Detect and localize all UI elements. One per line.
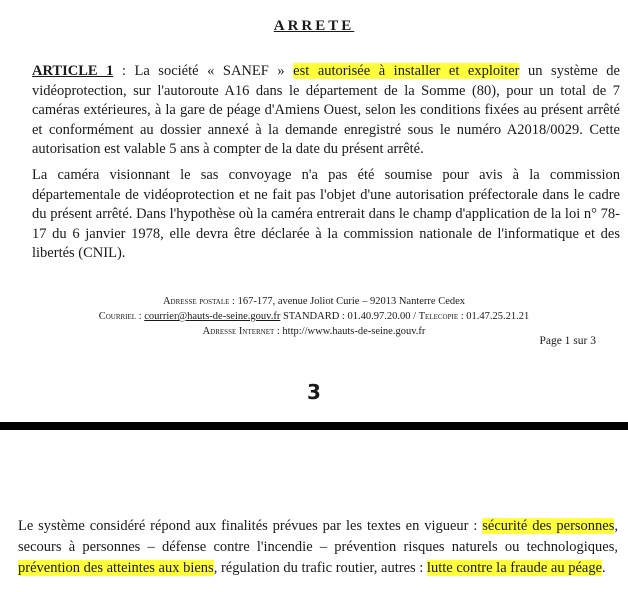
address-label: Adresse postale — [162, 296, 230, 307]
article-text-2: un système de vidéoprotection, sur l'autoroute A16 dans le département de la Somme (80), pour un total de 7 caméras extérieures, à la gare de péage d'Amiens Ouest, selon les conditions fixées au présent arrêté et conformément au dossier annexé à la demande enregistré sous le numéro A2018/0029. Cette autorisation est valable 5 ans à compter de la date du présent arrêté. — [32, 63, 620, 157]
address-value: : 167-177, avenue Joliot Curie – 92013 Nanterre Cedex — [229, 296, 466, 307]
internet-value: : http://www.hauts-de-seine.gouv.fr — [274, 326, 426, 337]
finalites-text-3: , régulation du trafic routier, autres : — [213, 560, 427, 576]
prefecture-footer — [0, 294, 628, 339]
highlight-authorisation: est autorisée à installer et exploiter — [293, 63, 520, 79]
finalites-text-4: . — [602, 560, 606, 576]
finalites-text-1: Le système considéré répond aux finalités prévues par les textes en vigueur : — [18, 518, 483, 534]
footer-address-line — [0, 294, 628, 309]
highlight-fraude: lutte contre la fraude au péage — [426, 560, 603, 576]
page-number: Page 1 sur 3 — [539, 335, 596, 347]
finalites-text-2: , secours à personnes – défense contre l'incendie – prévention risques naturels ou technologiques, — [18, 518, 619, 555]
article-label: ARTICLE 1 — [32, 63, 114, 79]
camera-paragraph: La caméra visionnant le sas convoyage n'a pas été soumise pour avis à la commission départementale de vidéoprotection et ne fait pas l'objet d'une autorisation préfectorale dans le cadre du présent arrêté. Dans l'hypothèse où la caméra entrerait dans le champ d'application de la loi n° 78-17 du 6 janvier 1978, elle devra être déclarée à la commission nationale de l'informatique et des libertés (CNIL). — [32, 167, 620, 261]
courriel-label: Courriel — [98, 311, 137, 322]
finalites-paragraph — [18, 516, 618, 579]
handwritten-number: 3 — [307, 380, 321, 404]
telecopie-value: : 01.47.25.21.21 — [458, 311, 530, 322]
article-1-paragraph — [32, 62, 620, 160]
courriel-sep: : — [136, 311, 145, 322]
document-title: ARRETE — [273, 18, 355, 34]
internet-label: Adresse Internet — [202, 326, 275, 337]
footer-internet-line — [0, 324, 628, 339]
standard-text: STANDARD : 01.40.97.20.00 / — [280, 311, 419, 322]
footer-contact-line — [0, 309, 628, 324]
highlight-prevention: prévention des atteintes aux biens — [18, 560, 214, 576]
telecopie-label: Telecopie — [418, 311, 459, 322]
page-separator — [0, 422, 628, 430]
highlight-securite: sécurité des personnes — [482, 518, 615, 534]
courriel-link[interactable]: courrier@hauts-de-seine.gouv.fr — [144, 311, 281, 322]
article-text-1: : La société « SANEF » — [113, 63, 294, 79]
